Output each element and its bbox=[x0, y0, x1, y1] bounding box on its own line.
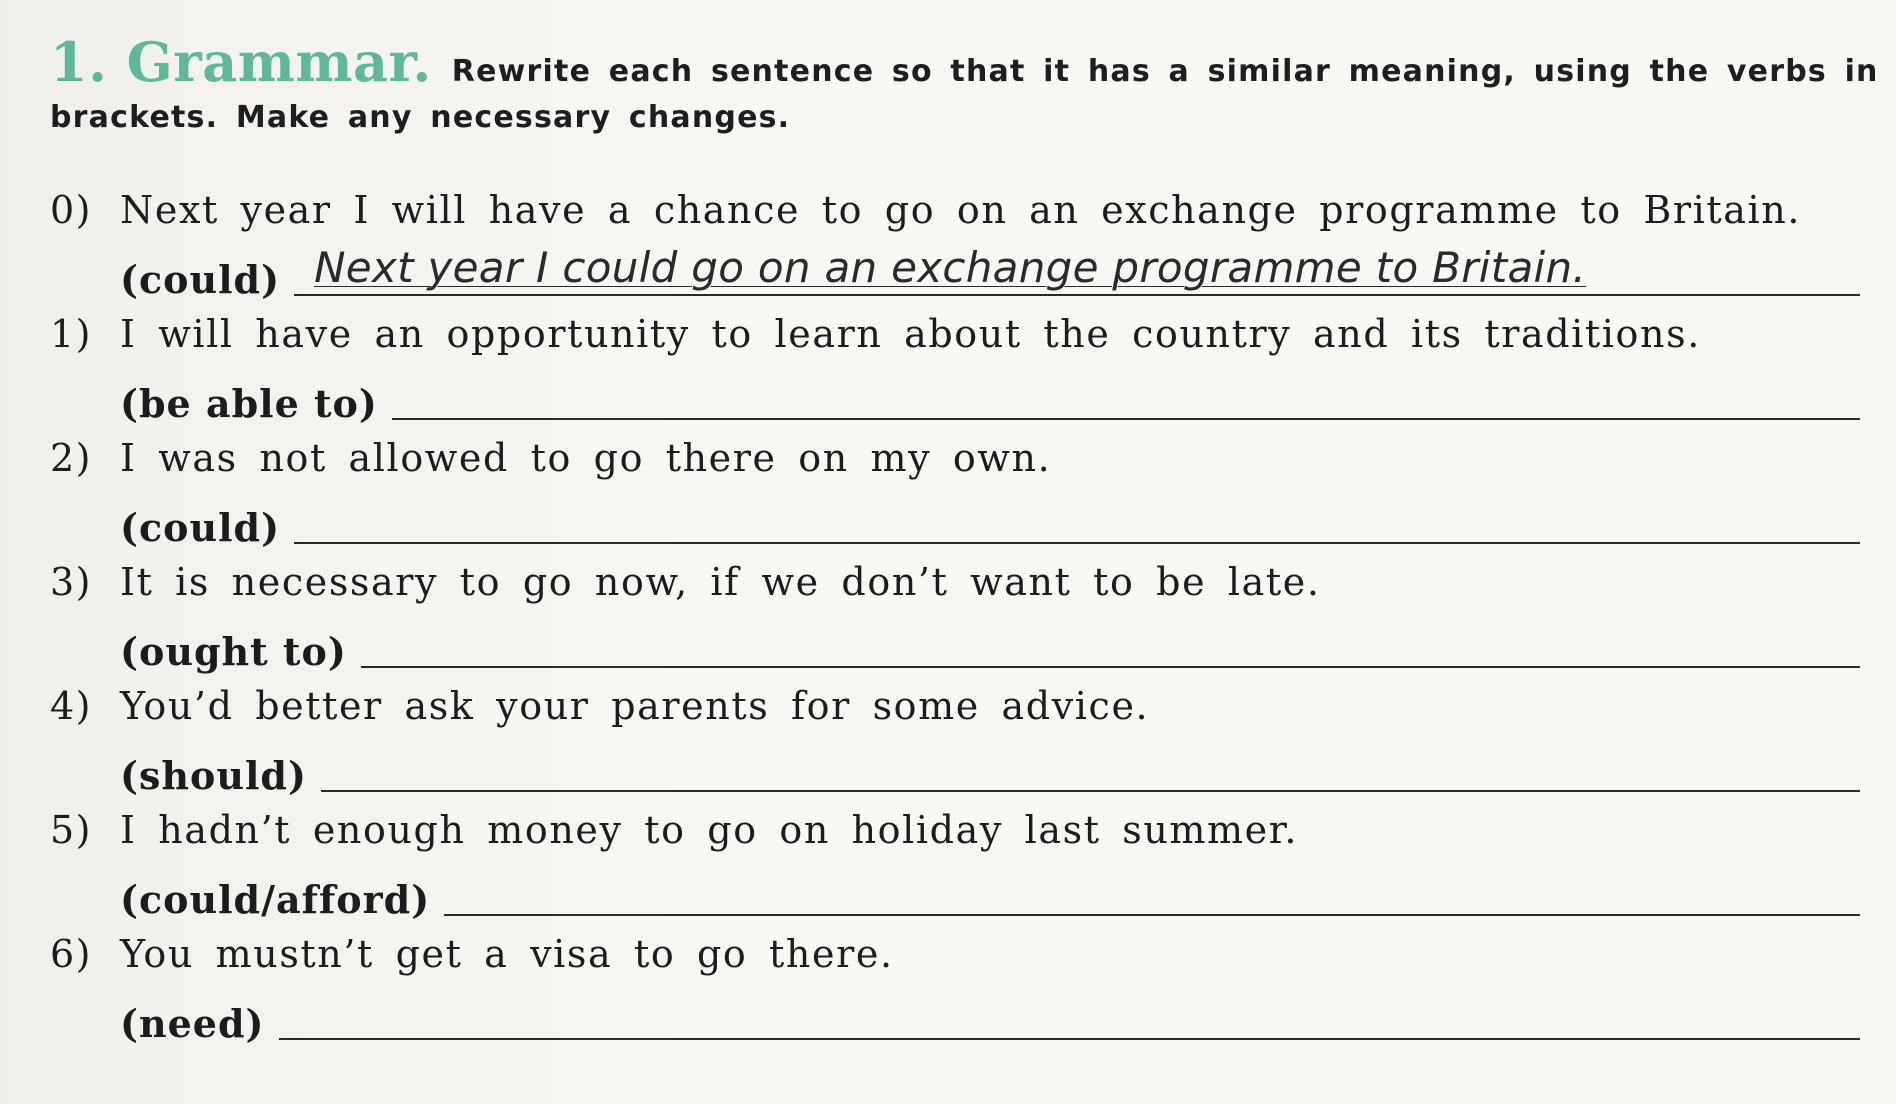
exercise-item-4 bbox=[50, 684, 1860, 808]
item-number: 1) bbox=[50, 312, 93, 356]
answer-line[interactable] bbox=[321, 740, 1860, 792]
exercise-item-6 bbox=[50, 932, 1860, 1056]
sentence-row bbox=[50, 808, 1860, 864]
answer-row bbox=[50, 988, 1860, 1046]
item-sentence: I hadn’t enough money to go on holiday last summer. bbox=[120, 808, 1299, 852]
header-line bbox=[50, 30, 1879, 94]
sentence-row bbox=[50, 932, 1860, 988]
item-number: 2) bbox=[50, 436, 93, 480]
item-number: 6) bbox=[50, 932, 93, 976]
answer-row bbox=[50, 244, 1860, 302]
answer-row bbox=[50, 492, 1860, 550]
item-verb-hint: (should) bbox=[120, 753, 307, 798]
exercise-item-1 bbox=[50, 312, 1860, 436]
exercise-items bbox=[50, 188, 1860, 1056]
sentence-row bbox=[50, 560, 1860, 616]
answer-row bbox=[50, 616, 1860, 674]
item-verb-hint: (could) bbox=[120, 257, 281, 302]
item-sentence: You mustn’t get a visa to go there. bbox=[120, 932, 894, 976]
exercise-header bbox=[50, 30, 1879, 135]
answer-row bbox=[50, 740, 1860, 798]
item-sentence: I will have an opportunity to learn about the country and its traditions. bbox=[120, 312, 1701, 356]
answer-row bbox=[50, 864, 1860, 922]
sentence-row bbox=[50, 312, 1860, 368]
item-number: 3) bbox=[50, 560, 93, 604]
sentence-row bbox=[50, 188, 1860, 244]
item-number: 0) bbox=[50, 188, 93, 232]
answer-line[interactable] bbox=[392, 368, 1860, 420]
handwritten-answer: Next year I could go on an exchange programme to Britain. bbox=[314, 243, 1587, 292]
exercise-item-3 bbox=[50, 560, 1860, 684]
answer-line[interactable] bbox=[444, 864, 1860, 916]
exercise-title: 1. Grammar. bbox=[50, 30, 432, 94]
answer-line[interactable] bbox=[361, 616, 1860, 668]
sentence-row bbox=[50, 684, 1860, 740]
sentence-row bbox=[50, 436, 1860, 492]
answer-row bbox=[50, 368, 1860, 426]
exercise-item-2 bbox=[50, 436, 1860, 560]
item-sentence: It is necessary to go now, if we don’t want to be late. bbox=[120, 560, 1321, 604]
item-verb-hint: (ought to) bbox=[120, 629, 347, 674]
answer-line[interactable] bbox=[294, 492, 1860, 544]
item-number: 5) bbox=[50, 808, 93, 852]
item-number: 4) bbox=[50, 684, 93, 728]
exercise-item-5 bbox=[50, 808, 1860, 932]
answer-line[interactable] bbox=[294, 244, 1860, 296]
exercise-item-0 bbox=[50, 188, 1860, 312]
instruction-line-2: brackets. Make any necessary changes. bbox=[50, 100, 791, 135]
item-verb-hint: (need) bbox=[120, 1001, 265, 1046]
item-verb-hint: (be able to) bbox=[120, 381, 378, 426]
item-verb-hint: (could) bbox=[120, 505, 281, 550]
item-sentence: You’d better ask your parents for some advice. bbox=[120, 684, 1150, 728]
answer-line[interactable] bbox=[279, 988, 1860, 1040]
item-sentence: I was not allowed to go there on my own. bbox=[120, 436, 1052, 480]
item-sentence: Next year I will have a chance to go on an exchange programme to Britain. bbox=[120, 188, 1802, 232]
item-verb-hint: (could/afford) bbox=[120, 877, 431, 922]
instruction-line-1: Rewrite each sentence so that it has a similar meaning, using the verbs in bbox=[451, 54, 1879, 89]
